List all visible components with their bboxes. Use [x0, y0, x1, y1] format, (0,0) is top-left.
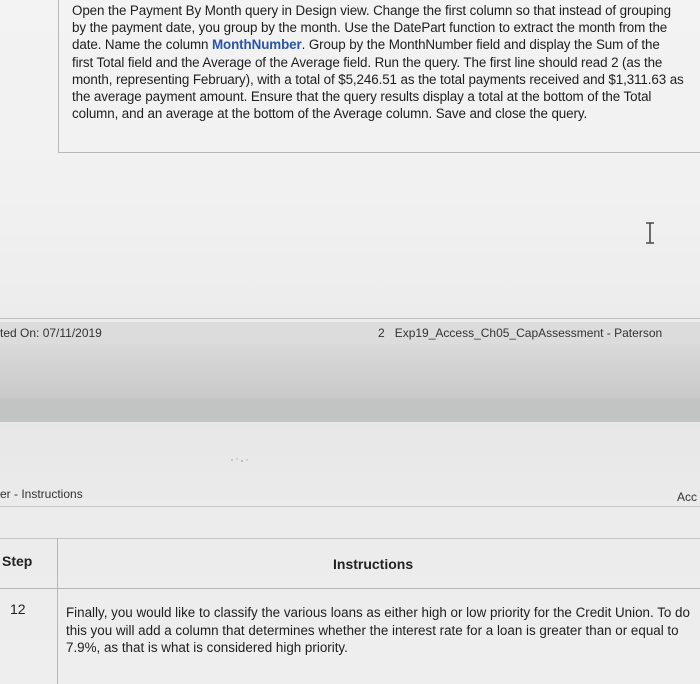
table-header-divider [0, 588, 700, 589]
step-number: 12 [10, 601, 26, 617]
footer-divider [0, 318, 700, 319]
instruction-text-end: . Group by the MonthNumber field and display the Sum of the first Total field and the Average of the Average field. Run the query. The first line should read 2 (as the month, representing February), with a total of $5,246.51 as the total payments received and $1,311.63 as the average payment amount. Ensure that the query results display a total at the bottom of the Total column, and an average at the bottom of the Average column. Save and close the query. [72, 37, 684, 122]
page-header-right: Acc [677, 490, 698, 504]
footer-title [378, 326, 662, 340]
footer-page-number: 2 [378, 326, 385, 340]
page-header-left: er - Instructions [0, 487, 83, 501]
header-divider [0, 506, 700, 507]
table-top-border [0, 538, 700, 539]
text-cursor-icon [643, 222, 657, 244]
table-column-divider [57, 538, 58, 684]
step-instruction-text: Finally, you would like to classify the various loans as either high or low priority for the Credit Union. To do this you will add a column that determines whether the interest rate for a loan is greater than or equal to 7.9%, as that is what is considered high priority. [66, 605, 690, 655]
step-cell [0, 0, 59, 152]
page-gap [0, 344, 700, 404]
footer-document-name: Exp19_Access_Ch05_CapAssessment - Paterson [394, 326, 663, 340]
column-header-step: Step [2, 553, 33, 569]
footer-date: ted On: 07/11/2019 [0, 326, 102, 340]
page-gap-band [0, 398, 700, 422]
column-header-instructions: Instructions [333, 556, 414, 572]
instructions-table-upper [0, 0, 700, 152]
field-name-highlight: MonthNumber [211, 37, 302, 53]
instruction-text-start: Open the Payment By Month query in Design view. Change the first column so that instead of grouping by the payment date, you group by the month. Use the DatePart function to extract the month from the date. Name the column [72, 3, 671, 53]
scanner-speck [228, 455, 252, 465]
instruction-text [72, 2, 684, 122]
instructions-page-upper [0, 0, 700, 340]
